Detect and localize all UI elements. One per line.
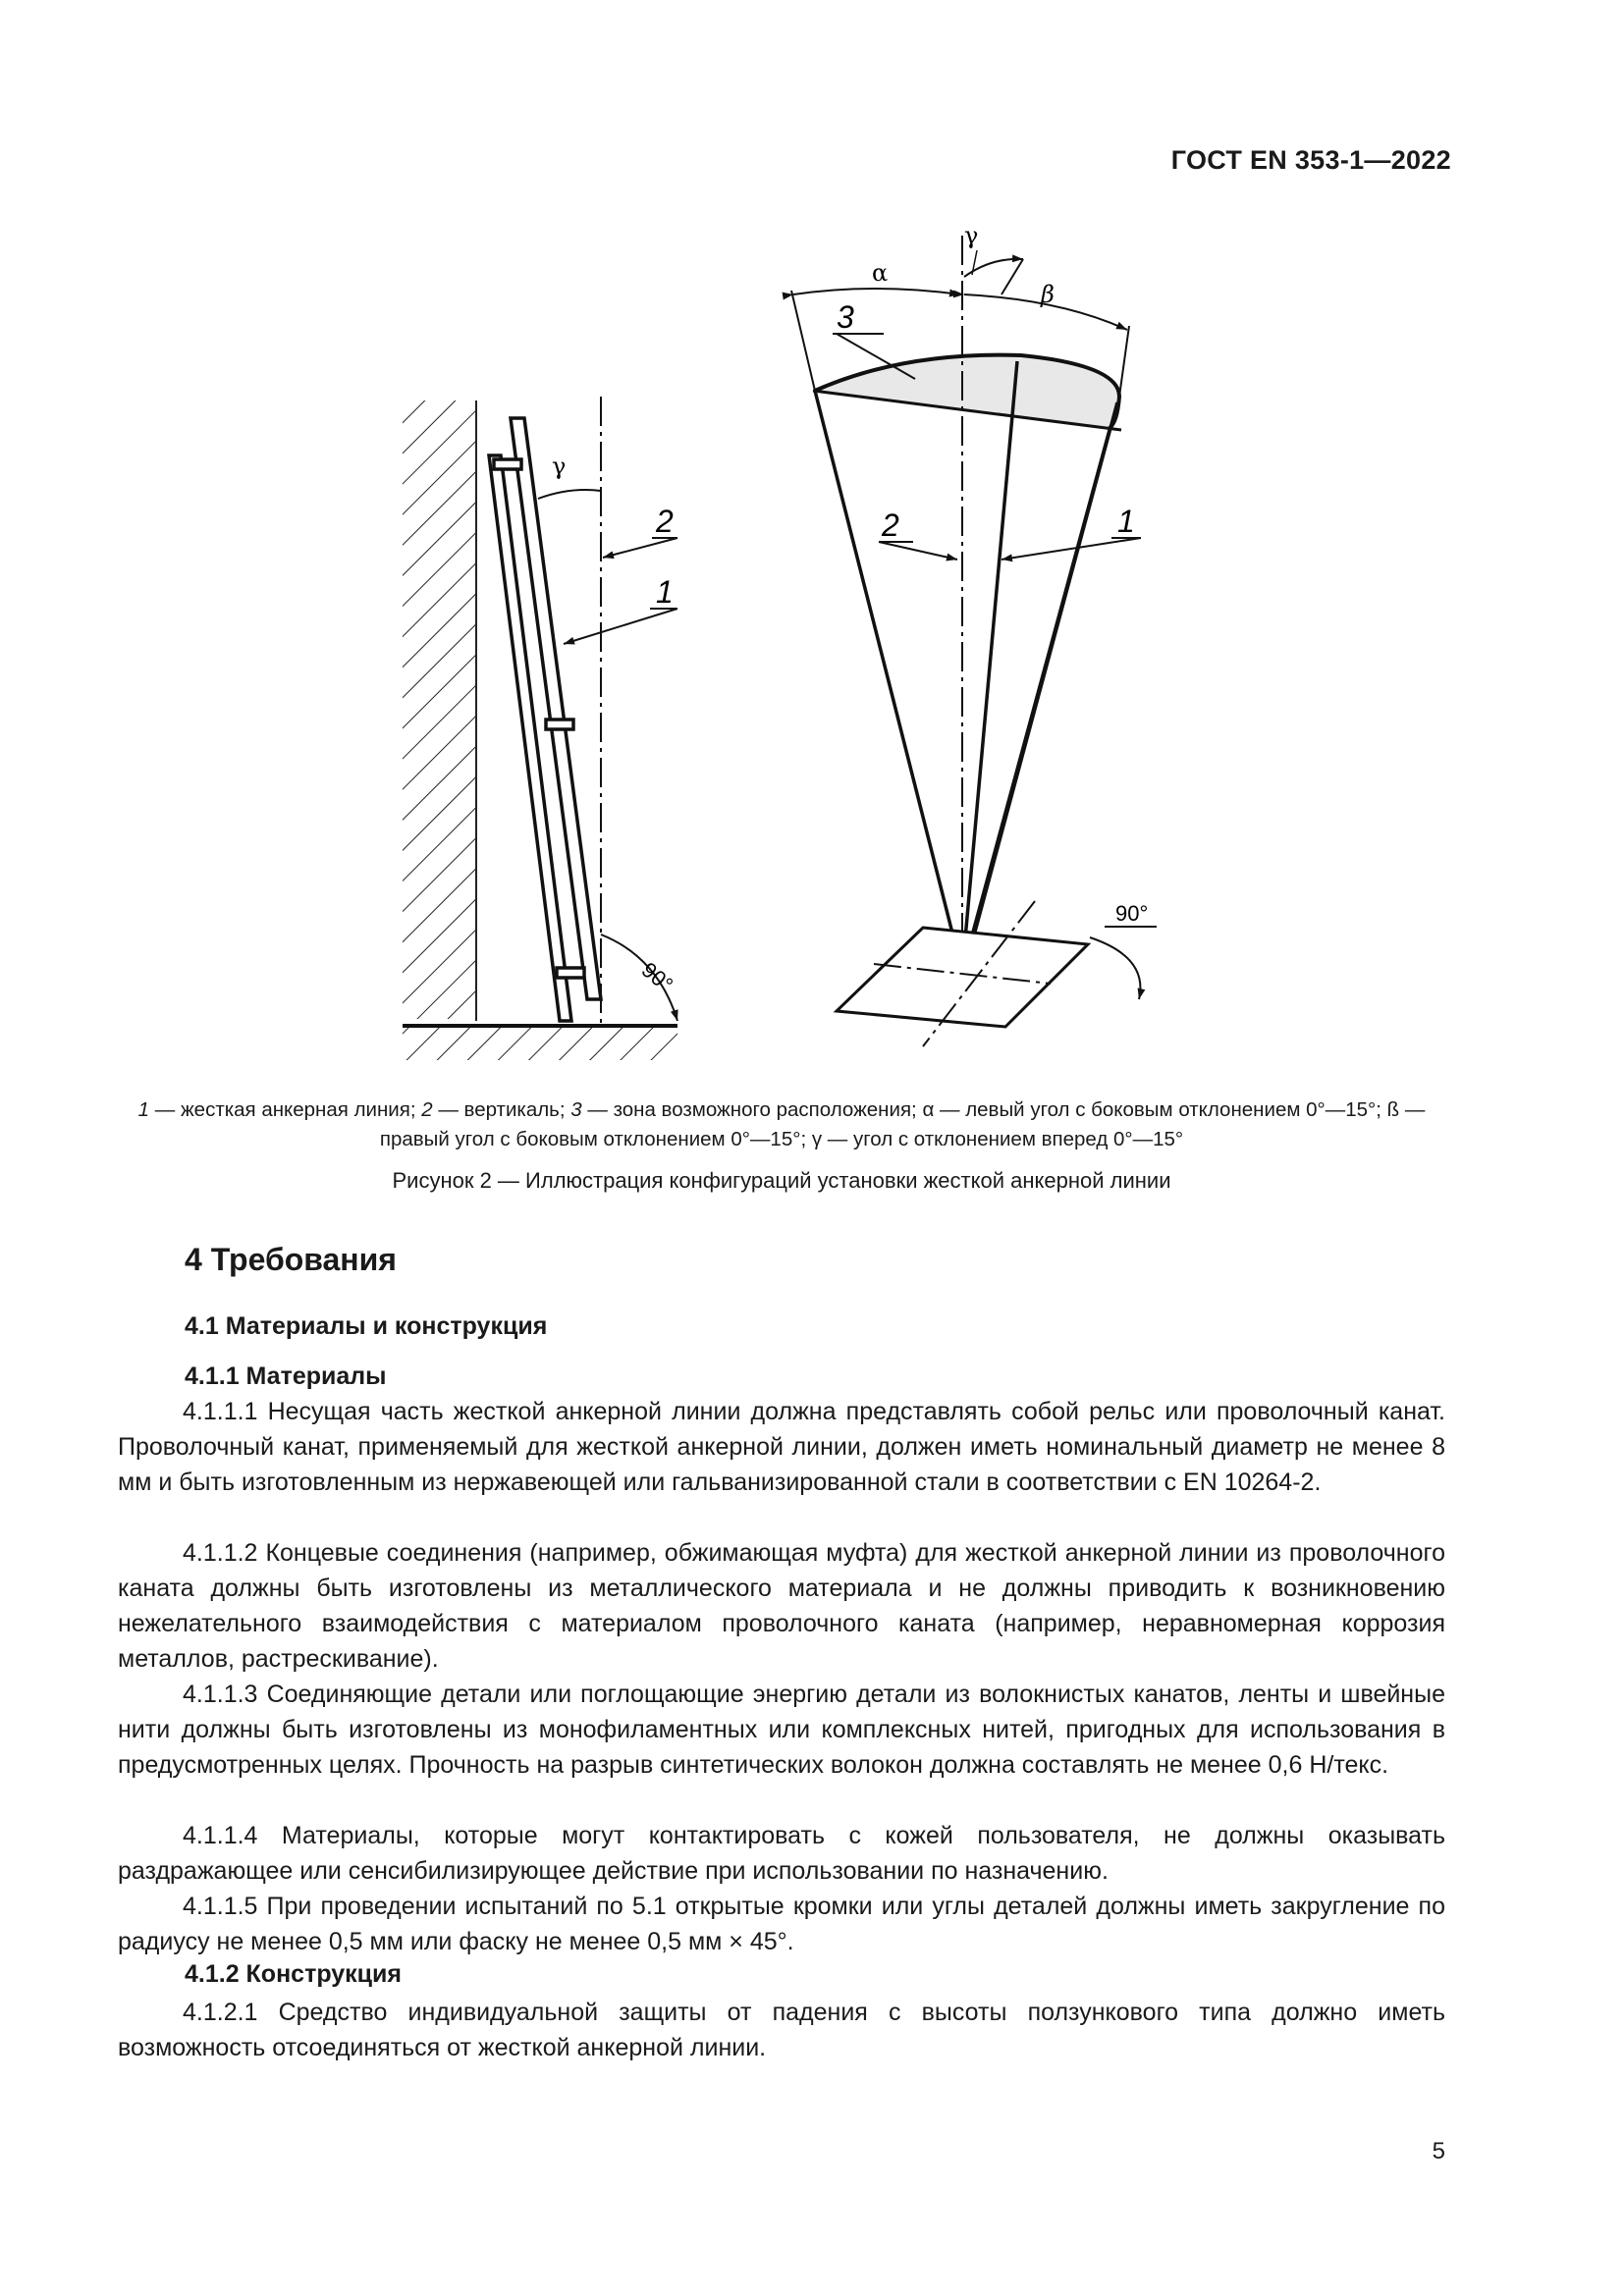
paragraph-4-1-1-1: 4.1.1.1 Несущая часть жесткой анкерной линии должна представлять собой рельс или проволочный канат. Проволочный канат, применяемый для жесткой анкерной линии, должен иметь номинальный диаметр не менее 8 мм и быть изготовленным из нержавеющей или гальванизированной стали в соответствии с EN 10264-2. [118,1398,1445,1496]
paragraph-4-1-1-5: 4.1.1.5 При проведении испытаний по 5.1 открытые кромки или углы деталей должны иметь закругление по радиусу не менее 0,5 мм или фаску не менее 0,5 мм × 45°. [118,1893,1445,1955]
beta-label: β [1041,281,1055,308]
figure-caption: Рисунок 2 — Иллюстрация конфигураций установки жесткой анкерной линии [392,1168,1171,1193]
figure-legend [118,1095,1445,1154]
paragraph-4-1-1-2: 4.1.1.2 Концевые соединения (например, обжимающая муфта) для жесткой анкерной линии из проволочного каната должны быть изготовлены из металлического материала и не должны приводить к возникновению нежелательного взаимодействия с материалом проволочного каната (например, неравномерная коррозия металлов, растрескивание). [118,1539,1445,1673]
label-1-left: 1 [656,574,674,610]
legend-text-1: — жесткая анкерная линия; [149,1098,422,1121]
document-code: ГОСТ EN 353-1—2022 [1170,145,1451,175]
angle-90-left: 90° [636,957,678,997]
paragraph-4-1-2-1: 4.1.2.1 Средство индивидуальной защиты от падения с высоты ползункового типа должно иметь возможность отсоединяться от жесткой анкерной линии. [118,1999,1445,2061]
subsection-4-1-2: 4.1.2 Конструкция [185,1960,403,1988]
legend-num-1: 1 [137,1098,150,1121]
gamma-arc-left [538,490,601,499]
wall-hatch [403,400,476,1021]
possible-zone-ellipse [813,355,1121,430]
alpha-label: α [872,259,889,287]
base-plate [837,928,1088,1027]
legend-text-3: — зона возможного расположения; α — левый угол с боковым отклонением 0°—15°; ß — правый угол с боковым отклонением 0°—15°; γ — угол с отклонением вперед 0°—15° [379,1098,1426,1150]
cone-lines [815,361,1117,972]
rigid-anchor-line [489,418,601,1021]
ground-hatch [403,1026,677,1060]
label-2-left: 2 [656,504,674,539]
angle-90-right: 90° [1115,901,1149,926]
subsection-4-1: 4.1 Материалы и конструкция [185,1312,548,1340]
figure-2-diagram [0,0,1624,1090]
label-1-right: 1 [1117,504,1135,539]
label-3: 3 [837,299,854,335]
legend-text-2: — вертикаль; [432,1098,571,1121]
subsection-4-1-1: 4.1.1 Материалы [185,1362,387,1390]
paragraph-4-1-1-3: 4.1.1.3 Соединяющие детали или поглощающие энергию детали из волокнистых канатов, ленты и швейные нити должны быть изготовлены из монофиламентных или комплексных нитей, пригодных для использования в предусмотренных целях. Прочность на разрыв синтетических волокон должна составлять не менее 0,6 Н/текс. [118,1681,1445,1779]
section-title: 4 Требования [185,1242,397,1277]
gamma-label-right: γ [964,222,979,249]
paragraph-4-1-1-4: 4.1.1.4 Материалы, которые могут контактировать с кожей пользователя, не должны оказывать раздражающее или сенсибилизирующее действие при использовании по назначению. [118,1822,1445,1885]
legend-num-2: 2 [421,1098,433,1121]
gamma-label-left: γ [552,453,567,480]
label-2-right: 2 [882,507,899,543]
page-number: 5 [1432,2138,1445,2164]
legend-num-3: 3 [570,1098,582,1121]
